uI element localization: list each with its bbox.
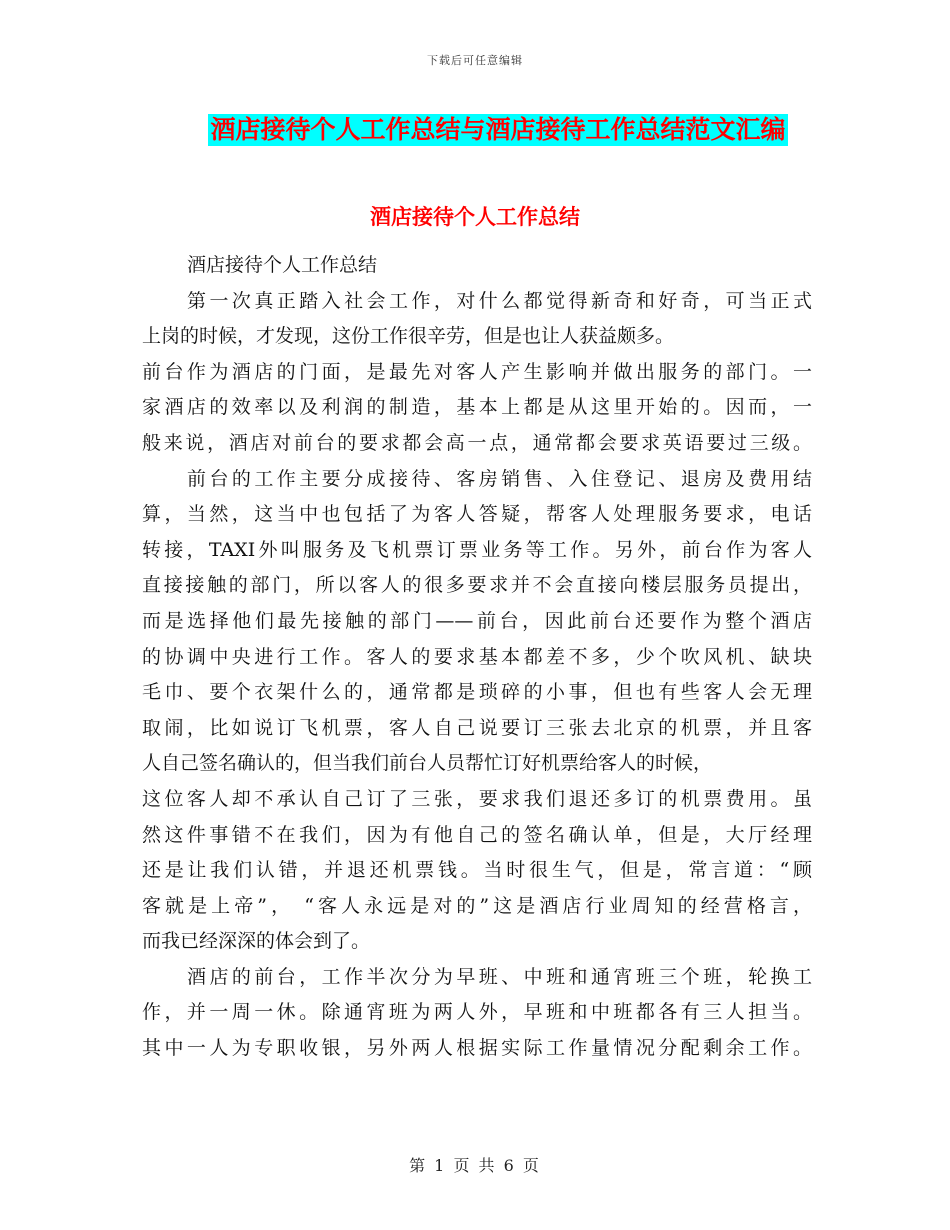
header-note: 下载后可任意编辑 bbox=[427, 54, 523, 67]
text-line: 般来说，酒店对前台的要求都会高一点，通常都会要求英语要过三级。 bbox=[142, 431, 812, 454]
text-line: 前台的工作主要分成接待、客房销售、入住登记、退房及费用结 bbox=[187, 467, 812, 490]
text-line: 直接接触的部门，所以客人的很多要求并不会直接向楼层服务员提出， bbox=[142, 574, 812, 597]
text-line: 第一次真正踏入社会工作，对什么都觉得新奇和好奇，可当正式 bbox=[187, 289, 812, 312]
text-line: 其中一人为专职收银，另外两人根据实际工作量情况分配剩余工作。 bbox=[142, 1037, 812, 1060]
text-line: 算，当然，这当中也包括了为客人答疑，帮客人处理服务要求，电话 bbox=[142, 503, 812, 526]
text-line: 客就是上帝”， “客人永远是对的”这是酒店行业周知的经营格言， bbox=[142, 894, 812, 917]
main-title-wrap bbox=[0, 114, 950, 146]
text-line: 这位客人却不承认自己订了三张，要求我们退还多订的机票费用。虽 bbox=[142, 787, 812, 810]
text-line: 的协调中央进行工作。客人的要求基本都差不多，少个吹风机、缺块 bbox=[142, 645, 812, 668]
text-line: 酒店的前台，工作半次分为早班、中班和通宵班三个班，轮换工 bbox=[187, 965, 812, 988]
document-body bbox=[142, 248, 812, 1067]
text-line: 而我已经深深的体会到了。 bbox=[142, 930, 371, 953]
main-title: 酒店接待个人工作总结与酒店接待工作总结范文汇编 bbox=[210, 115, 786, 144]
text-line: 然这件事错不在我们，因为有他自己的签名确认单，但是，大厅经理 bbox=[142, 823, 812, 846]
section-title: 酒店接待个人工作总结 bbox=[370, 205, 580, 229]
text-line: 毛巾、要个衣架什么的，通常都是琐碎的小事，但也有些客人会无理 bbox=[142, 681, 812, 704]
text-line: 家酒店的效率以及利润的制造，基本上都是从这里开始的。因而，一 bbox=[142, 396, 812, 419]
text-line: 而是选择他们最先接触的部门——前台，因此前台还要作为整个酒店 bbox=[142, 609, 812, 632]
text-line-intro-heading: 酒店接待个人工作总结 bbox=[187, 254, 378, 276]
page-number-footer: 第 1 页 共 6 页 bbox=[409, 1156, 541, 1175]
text-line: 转接，TAXI外叫服务及飞机票订票业务等工作。另外，前台作为客人 bbox=[142, 538, 812, 561]
text-line: 上岗的时候，才发现，这份工作很辛劳，但是也让人获益颇多。 bbox=[142, 325, 675, 348]
text-line: 人自己签名确认的，但当我们前台人员帮忙订好机票给客人的时候， bbox=[142, 752, 713, 775]
text-line: 前台作为酒店的门面，是最先对客人产生影响并做出服务的部门。一 bbox=[142, 360, 812, 383]
text-line: 作，并一周一休。除通宵班为两人外，早班和中班都各有三人担当。 bbox=[142, 1001, 812, 1024]
text-line: 还是让我们认错，并退还机票钱。当时很生气，但是，常言道：“顾 bbox=[142, 859, 812, 882]
text-line: 取闹，比如说订飞机票，客人自己说要订三张去北京的机票，并且客 bbox=[142, 716, 812, 739]
